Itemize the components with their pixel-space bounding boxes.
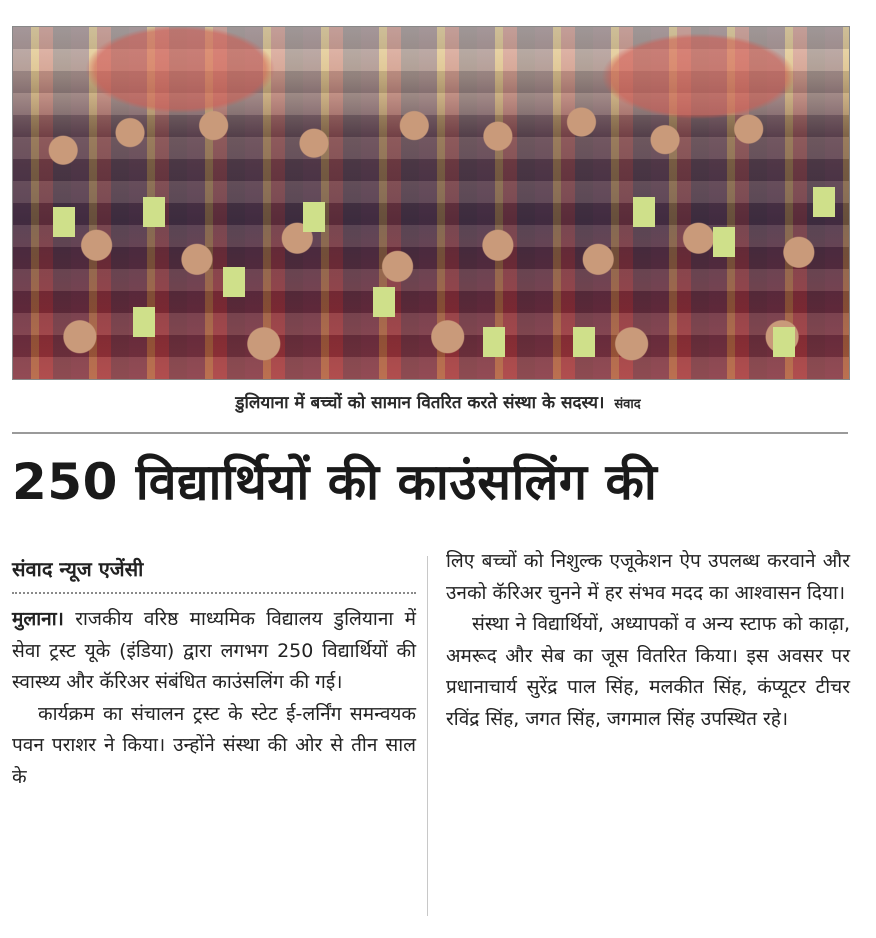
- section-divider: [12, 432, 848, 434]
- article-column-right: [446, 546, 850, 735]
- caption-text: डुलियाना में बच्चों को सामान वितरित करते संस्था के सदस्य।: [235, 393, 605, 413]
- article-headline: 250 विद्यार्थियों की काउंसलिंग की: [12, 453, 658, 511]
- article-paragraph: कार्यक्रम का संचालन ट्रस्ट के स्टेट ई-लर्निंग समन्वयक पवन पराशर ने किया। उन्होंने संस्था की ओर से तीन साल के: [12, 702, 416, 788]
- byline-divider: [12, 592, 416, 594]
- paragraph-text: राजकीय वरिष्ठ माध्यमिक विद्यालय डुलियाना में सेवा ट्रस्ट यूके (इंडिया) द्वारा लगभग 250 विद्यार्थियों की स्वास्थ्य और कॅरिअर संबंधित काउंसलिंग की गई।: [12, 608, 416, 693]
- photo-items: [13, 27, 849, 379]
- article-dateline: मुलाना।: [12, 608, 64, 630]
- article-paragraph: [12, 604, 416, 699]
- news-photo: [12, 26, 850, 380]
- article-paragraph: लिए बच्चों को निशुल्क एजूकेशन ऐप उपलब्ध करवाने और उनको कॅरिअर चुनने में हर संभव मदद का आश्वासन दिया।: [446, 550, 850, 604]
- article-paragraph: संस्था ने विद्यार्थियों, अध्यापकों व अन्य स्टाफ को काढ़ा, अमरूद और सेब का जूस वितरित किया। इस अवसर पर प्रधानाचार्य सुरेंद्र पाल सिंह, मलकीत सिंह, कंप्यूटर टीचर रविंद्र सिंह, जगत सिंह, जगमाल सिंह उपस्थित रहे।: [446, 613, 850, 730]
- article-column-left: [12, 552, 416, 793]
- caption-credit: संवाद: [614, 397, 641, 412]
- column-divider: [427, 556, 428, 916]
- photo-caption: [0, 390, 876, 413]
- article-byline: संवाद न्यूज एजेंसी: [12, 557, 144, 581]
